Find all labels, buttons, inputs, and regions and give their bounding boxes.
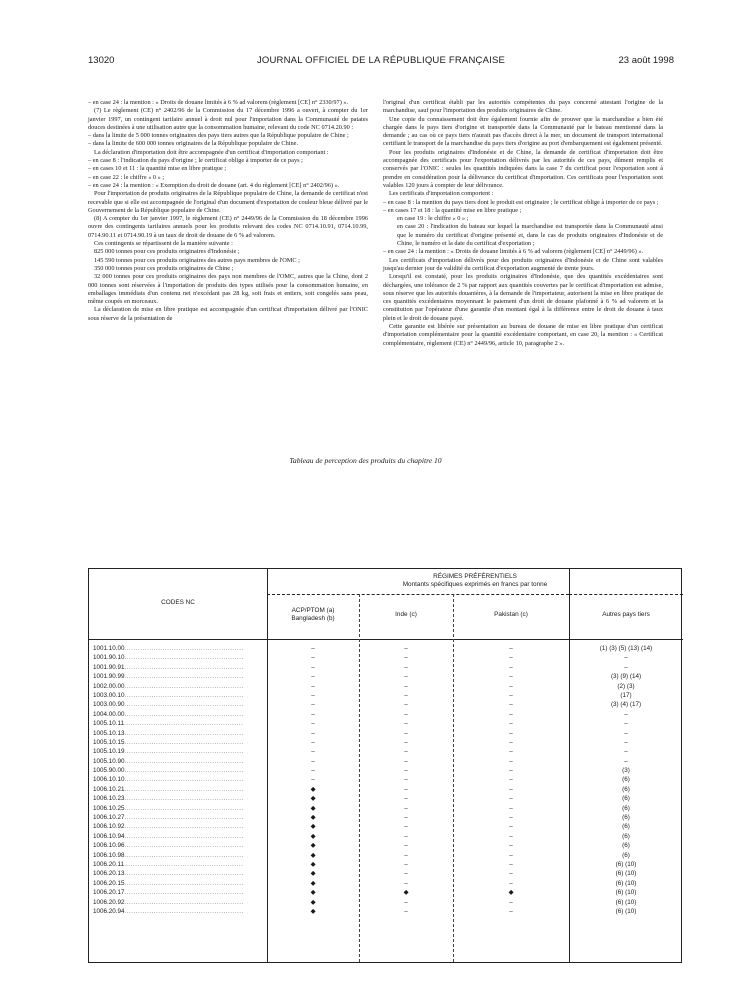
group-rule bbox=[569, 594, 683, 595]
autres-pays-heading: Autres pays tiers bbox=[602, 611, 650, 618]
table-row bbox=[89, 880, 683, 889]
pakistan-cell: – bbox=[509, 898, 513, 906]
inde-cell: – bbox=[404, 814, 408, 822]
autres-cell: (6) bbox=[622, 842, 630, 850]
inde-cell: – bbox=[404, 879, 408, 887]
table-row bbox=[89, 899, 683, 908]
acp-cell: – bbox=[311, 645, 315, 652]
paragraph: Lorsqu'il est constaté, pour les produits originaires d'Indonésie, que des quantités excédentaires sont déchargées, une tolérance de 2 % par rapport aux quantités couvertes par le certificat d'importation est admise, sous réserve que les autorités douanières, à la demande de l'importateur, autorisent la mise en libre pratique de ces quantités excédentaires moyennant le paiement d'un droit de douane plafonné à 6 % ad valorem et la constitution par l'opérateur d'une garantie d'un montant égal à la différence entre le droit de douane à taux plein et le droit de douane payé. bbox=[383, 273, 663, 322]
pakistan-cell: – bbox=[509, 767, 513, 775]
pakistan-cell: – bbox=[509, 757, 513, 765]
table-row bbox=[89, 701, 683, 710]
acp-cell: ◆ bbox=[310, 870, 316, 878]
acp-cell: – bbox=[311, 673, 315, 681]
autres-cell: (6) bbox=[622, 832, 630, 840]
nc-code: 1006.20.92 bbox=[93, 898, 125, 906]
acp-cell: ◆ bbox=[310, 842, 316, 850]
tariff-table bbox=[88, 568, 682, 963]
pakistan-cell: – bbox=[509, 663, 513, 671]
autres-cell: (6) (10) bbox=[615, 898, 637, 906]
acp-cell: – bbox=[311, 720, 315, 728]
bangladesh-heading: Bangladesh (b) bbox=[291, 615, 335, 622]
nc-code-cell bbox=[93, 870, 267, 877]
paragraph: – en case 24 : la mention : « Exemption du droit de douane (art. 4 du règlement [CE] n° 2402/96) ». bbox=[88, 181, 340, 189]
inde-heading: Inde (c) bbox=[395, 611, 417, 618]
nc-code-cell bbox=[93, 852, 267, 859]
nc-code: 1005.10.13 bbox=[93, 729, 125, 737]
paragraph: l'original d'un certificat établi par les autorités compétentes du pays concerné attestant l'origine de la marchandise, sauf pour l'importation des produits originaires de Chine. bbox=[383, 99, 663, 115]
acp-cell: ◆ bbox=[310, 907, 316, 915]
table-row bbox=[89, 711, 683, 720]
nc-code-cell bbox=[93, 899, 267, 906]
acp-cell: ◆ bbox=[310, 898, 316, 906]
nc-code: 1003.00.90 bbox=[93, 701, 125, 709]
nc-code: 1006.10.10 bbox=[93, 776, 125, 784]
paragraph: Les certificats d'importation comportent : bbox=[389, 190, 494, 198]
paragraph: (8) A compter du 1er janvier 1997, le règlement (CE) n° 2449/96 de la Commission du 18 décembre 1996 ouvre des contingents tarifaires annuels pour les produits relevant des codes NC 0714.10.91, 0714.10.99, 0714.90.11 et 0714.90.19 à un taux de droit de douane de 6 % ad valorem. bbox=[88, 215, 368, 239]
group-rule bbox=[267, 594, 569, 595]
nc-code-cell bbox=[93, 908, 267, 915]
nc-code: 1004.00.00 bbox=[93, 710, 125, 718]
acp-cell: – bbox=[311, 691, 315, 699]
paragraph: Les certificats d'importation délivrés pour des produits originaires d'Indonésie et de Chine sont valables jusqu'au dernier jour de validité du certificat d'exportation augmenté de trente jours. bbox=[383, 256, 663, 272]
table-row bbox=[89, 908, 683, 917]
leader-dots: ..................................................... bbox=[124, 870, 244, 878]
paragraph: Ces contingents se répartissent de la manière suivante : bbox=[94, 240, 233, 248]
pakistan-cell: – bbox=[509, 823, 513, 831]
paragraph: Pour les produits originaires d'Indonésie et de Chine, la demande de certificat d'importation doit être accompagnée des certificats pour l'exportation délivrés par les autorités de ces pays, dûment remplis et conservés par l'ONIC : seules les quantités indiquées dans la case 7 du certificat pour l'exportation sont à prendre en considération pour la délivrance du certificat d'importation. Ces certificats pour l'exportation sont valables 120 jours à compter de leur délivrance. bbox=[383, 148, 663, 189]
nc-code-cell bbox=[93, 786, 267, 793]
nc-code-cell bbox=[93, 645, 267, 652]
acp-cell: ◆ bbox=[310, 804, 316, 812]
table-row bbox=[89, 870, 683, 879]
autres-cell: (6) bbox=[622, 795, 630, 803]
nc-code-cell bbox=[93, 776, 267, 783]
inde-cell: – bbox=[404, 795, 408, 803]
acp-cell: ◆ bbox=[310, 814, 316, 822]
acp-cell: – bbox=[311, 701, 315, 709]
pakistan-cell: – bbox=[509, 710, 513, 718]
pakistan-cell: – bbox=[509, 870, 513, 878]
nc-code-cell bbox=[93, 889, 267, 896]
nc-code-cell bbox=[93, 842, 267, 849]
pakistan-cell: – bbox=[509, 682, 513, 690]
leader-dots: ..................................................... bbox=[124, 804, 244, 812]
leader-dots: ..................................................... bbox=[124, 814, 244, 822]
autres-cell: (6) (10) bbox=[615, 870, 637, 878]
inde-cell: – bbox=[404, 663, 408, 671]
nc-code: 1005.10.15 bbox=[93, 738, 125, 746]
left-text-column bbox=[88, 99, 368, 323]
paragraph: – en cases 17 et 18 : la quantité mise en libre pratique ; bbox=[383, 206, 522, 214]
acp-cell: ◆ bbox=[310, 860, 316, 868]
inde-cell: – bbox=[404, 701, 408, 709]
pakistan-cell: – bbox=[509, 720, 513, 728]
autres-cell: (3) (9) (14) bbox=[610, 673, 642, 681]
acp-cell: ◆ bbox=[310, 879, 316, 887]
page-number: 13020 bbox=[88, 55, 115, 66]
paragraph: – en case 24 : la mention : « Droits de douane limités à 6 % ad valorem (règlement [CE] n° 2330/97) ». bbox=[88, 99, 349, 106]
table-row bbox=[89, 805, 683, 814]
leader-dots: ..................................................... bbox=[124, 682, 244, 690]
paragraph: 32 000 tonnes pour ces produits originaires des pays non membres de l'OMC, autres que la Chine, dont 2 000 tonnes sont réservées à l'importation de produits des types utilisés pour la consommation humaine, en emballages immédiats d'un contenu net n'excédant pas 28 kg, soit frais et entiers, soit congelés sans peau, même coupés en morceaux. bbox=[88, 273, 368, 306]
autres-cell: – bbox=[624, 757, 628, 765]
paragraph: 145 590 tonnes pour ces produits originaires des autres pays membres de l'OMC ; bbox=[94, 256, 300, 264]
table-row bbox=[89, 889, 683, 898]
nc-code: 1006.10.27 bbox=[93, 814, 125, 822]
table-row bbox=[89, 758, 683, 767]
header-rule bbox=[89, 639, 683, 640]
leader-dots: ..................................................... bbox=[124, 748, 244, 756]
pakistan-cell: – bbox=[509, 842, 513, 850]
table-row bbox=[89, 833, 683, 842]
leader-dots: ..................................................... bbox=[124, 832, 244, 840]
inde-cell: – bbox=[404, 673, 408, 681]
nc-code: 1006.10.96 bbox=[93, 842, 125, 850]
nc-code: 1001.10.00 bbox=[93, 645, 125, 652]
paragraph: – dans la limite de 600 000 tonnes originaires de la République populaire de Chine. bbox=[88, 140, 299, 148]
acp-cell: ◆ bbox=[310, 795, 316, 803]
nc-code-cell bbox=[93, 748, 267, 755]
acp-cell: – bbox=[311, 748, 315, 756]
autres-cell: – bbox=[624, 748, 628, 756]
nc-code-cell bbox=[93, 673, 267, 680]
pakistan-cell: – bbox=[509, 691, 513, 699]
leader-dots: ..................................................... bbox=[124, 645, 244, 652]
acp-cell: – bbox=[311, 767, 315, 775]
leader-dots: ..................................................... bbox=[124, 710, 244, 718]
autres-cell: (6) (10) bbox=[615, 860, 637, 868]
paragraph: – en case 24 : la mention : « Droits de douane limités à 6 % ad valorem (règlement [CE] n° 2449/96) ». bbox=[383, 248, 644, 256]
autres-cell: – bbox=[624, 729, 628, 737]
nc-code: 1003.00.10 bbox=[93, 691, 125, 699]
acp-cell: – bbox=[311, 776, 315, 784]
paragraph: 825 000 tonnes pour ces produits originaires d'Indonésie ; bbox=[94, 248, 240, 256]
table-row bbox=[89, 786, 683, 795]
nc-code-cell bbox=[93, 664, 267, 671]
inde-cell: – bbox=[404, 748, 408, 756]
inde-cell: – bbox=[404, 832, 408, 840]
pakistan-cell: – bbox=[509, 673, 513, 681]
paragraph: en case 19 : le chiffre « 0 » ; bbox=[397, 215, 469, 223]
acp-cell: ◆ bbox=[310, 832, 316, 840]
autres-cell: (6) bbox=[622, 814, 630, 822]
inde-cell: – bbox=[404, 842, 408, 850]
autres-cell: (6) (10) bbox=[615, 907, 637, 915]
leader-dots: ..................................................... bbox=[124, 757, 244, 765]
pakistan-cell: – bbox=[509, 832, 513, 840]
autres-cell: – bbox=[624, 738, 628, 746]
nc-code: 1006.20.11 bbox=[93, 860, 125, 868]
paragraph: (7) Le règlement (CE) n° 2402/96 de la Commission du 17 décembre 1996 a ouvert, à compter du 1er janvier 1997, un contingent tarifaire annuel à droit nul pour l'importation dans la Communauté de patates douces destinées à une utilisation autre que la consommation humaine, relevant du code NC 0714.20.90 : bbox=[88, 107, 368, 131]
paragraph: – en case 22 : le chiffre « 0 » ; bbox=[88, 173, 165, 181]
nc-code-cell bbox=[93, 654, 267, 661]
pakistan-cell: ◆ bbox=[508, 889, 514, 897]
pakistan-cell: – bbox=[509, 879, 513, 887]
acp-cell: ◆ bbox=[310, 851, 316, 859]
inde-cell: – bbox=[404, 776, 408, 784]
table-row bbox=[89, 664, 683, 673]
table-row bbox=[89, 842, 683, 851]
table-row bbox=[89, 673, 683, 682]
table-caption: Tableau de perception des produits du chapitre 10 bbox=[289, 456, 442, 465]
acp-cell: ◆ bbox=[310, 889, 316, 897]
leader-dots: ..................................................... bbox=[124, 898, 244, 906]
autres-cell: (6) (10) bbox=[615, 879, 637, 887]
paragraph: en case 20 : l'indication du bateau sur lequel la marchandise est transportée dans la Communauté ainsi que le numéro du certificat d'origine présenté et, dans le cas de produits originaires d'Indonésie et de Chine, le numéro et la date du certificat d'exportation ; bbox=[397, 223, 663, 248]
pakistan-cell: – bbox=[509, 814, 513, 822]
leader-dots: ..................................................... bbox=[124, 785, 244, 793]
nc-code-cell bbox=[93, 739, 267, 746]
pakistan-cell: – bbox=[509, 785, 513, 793]
pakistan-cell: – bbox=[509, 645, 513, 652]
leader-dots: ..................................................... bbox=[124, 860, 244, 868]
nc-code-cell bbox=[93, 805, 267, 812]
acp-cell: – bbox=[311, 663, 315, 671]
leader-dots: ..................................................... bbox=[124, 851, 244, 859]
acp-cell: – bbox=[311, 710, 315, 718]
leader-dots: ..................................................... bbox=[124, 673, 244, 681]
leader-dots: ..................................................... bbox=[124, 842, 244, 850]
inde-cell: – bbox=[404, 898, 408, 906]
pakistan-cell: – bbox=[509, 748, 513, 756]
inde-cell: ◆ bbox=[403, 889, 409, 897]
pakistan-cell: – bbox=[509, 654, 513, 662]
nc-code-cell bbox=[93, 823, 267, 830]
pakistan-cell: – bbox=[509, 701, 513, 709]
autres-cell: (6) bbox=[622, 804, 630, 812]
leader-dots: ..................................................... bbox=[124, 767, 244, 775]
regimes-heading: RÉGIMES PRÉFÉRENTIELS bbox=[433, 573, 517, 580]
leader-dots: ..................................................... bbox=[124, 729, 244, 737]
autres-cell: – bbox=[624, 663, 628, 671]
table-row bbox=[89, 814, 683, 823]
paragraph: Cette garantie est libérée sur présentation au bureau de douane de mise en libre pratique d'un certificat d'importation complémentaire pour la quantité excédentaire comportant, en case 20, la mention : « Certificat complémentaire, règlement (CE) n° 2449/96, article 10, paragraphe 2 ». bbox=[383, 323, 663, 347]
leader-dots: ..................................................... bbox=[124, 654, 244, 662]
pakistan-heading: Pakistan (c) bbox=[494, 611, 528, 618]
autres-cell: (6) bbox=[622, 851, 630, 859]
table-row bbox=[89, 776, 683, 785]
autres-cell: (6) bbox=[622, 785, 630, 793]
inde-cell: – bbox=[404, 870, 408, 878]
leader-dots: ..................................................... bbox=[124, 738, 244, 746]
autres-cell: (1) (3) (5) (13) (14) bbox=[599, 645, 653, 652]
table-row bbox=[89, 795, 683, 804]
table-row bbox=[89, 683, 683, 692]
inde-cell: – bbox=[404, 851, 408, 859]
autres-cell: (6) (10) bbox=[615, 889, 637, 897]
inde-cell: – bbox=[404, 654, 408, 662]
nc-code: 1002.00.00 bbox=[93, 682, 125, 690]
table-body bbox=[89, 645, 683, 917]
table-row bbox=[89, 645, 683, 654]
nc-code-cell bbox=[93, 720, 267, 727]
leader-dots: ..................................................... bbox=[124, 776, 244, 784]
nc-code: 1001.90.10 bbox=[93, 654, 125, 662]
inde-cell: – bbox=[404, 767, 408, 775]
nc-code: 1005.10.90 bbox=[93, 757, 125, 765]
autres-cell: (6) bbox=[622, 776, 630, 784]
pakistan-cell: – bbox=[509, 738, 513, 746]
nc-code-cell bbox=[93, 758, 267, 765]
leader-dots: ..................................................... bbox=[124, 701, 244, 709]
inde-cell: – bbox=[404, 729, 408, 737]
leader-dots: ..................................................... bbox=[124, 691, 244, 699]
table-row bbox=[89, 692, 683, 701]
publication-date: 23 août 1998 bbox=[618, 55, 674, 66]
inde-cell: – bbox=[404, 823, 408, 831]
nc-code-cell bbox=[93, 692, 267, 699]
inde-cell: – bbox=[404, 785, 408, 793]
nc-code-cell bbox=[93, 701, 267, 708]
leader-dots: ..................................................... bbox=[124, 907, 244, 915]
paragraph: 350 000 tonnes pour ces produits originaires de Chine ; bbox=[94, 264, 234, 272]
leader-dots: ..................................................... bbox=[124, 663, 244, 671]
paragraph: – dans la limite de 5 000 tonnes originaires des pays tiers autres que la République populaire de Chine ; bbox=[88, 132, 349, 140]
autres-cell: – bbox=[624, 710, 628, 718]
nc-code: 1001.90.99 bbox=[93, 673, 125, 681]
paragraph: – en cases 10 et 11 : la quantité mise en libre pratique ; bbox=[88, 165, 227, 173]
nc-code: 1006.10.23 bbox=[93, 795, 125, 803]
nc-code-cell bbox=[93, 683, 267, 690]
table-row bbox=[89, 739, 683, 748]
nc-code: 1005.90.00 bbox=[93, 767, 125, 775]
paragraph: Une copie du connaissement doit être également fournie afin de prouver que la marchandise a bien été chargée dans le pays tiers d'origine et transportée dans la Communauté par le bateau mentionné dans la demande ; au cas où ce pays tiers n'aurait pas d'accès direct à la mer, un document de transport international certifiant le transport de la marchandise du pays tiers d'origine au port d'embarquement est également présenté. bbox=[383, 115, 663, 148]
table-row bbox=[89, 767, 683, 776]
leader-dots: ..................................................... bbox=[124, 720, 244, 728]
nc-code: 1006.10.98 bbox=[93, 851, 125, 859]
table-row bbox=[89, 861, 683, 870]
nc-code: 1006.20.17 bbox=[93, 889, 125, 897]
nc-code: 1005.10.19 bbox=[93, 748, 125, 756]
acp-cell: ◆ bbox=[310, 823, 316, 831]
acp-cell: – bbox=[311, 654, 315, 662]
leader-dots: ..................................................... bbox=[124, 823, 244, 831]
paragraph: – en case 8 : l'indication du pays d'origine ; le certificat oblige à importer de ce pays ; bbox=[88, 157, 303, 165]
nc-code: 1001.90.91 bbox=[93, 663, 125, 671]
pakistan-cell: – bbox=[509, 907, 513, 915]
inde-cell: – bbox=[404, 804, 408, 812]
nc-code: 1006.10.94 bbox=[93, 832, 125, 840]
inde-cell: – bbox=[404, 691, 408, 699]
inde-cell: – bbox=[404, 738, 408, 746]
inde-cell: – bbox=[404, 645, 408, 652]
autres-cell: (6) bbox=[622, 823, 630, 831]
paragraph: Pour l'importation de produits originaires de la République populaire de Chine, la demande de certificat n'est recevable que si elle est accompagnée de l'original d'un document d'exportation de couleur bleue délivré par le Gouvernement de la République populaire de Chine. bbox=[88, 190, 369, 214]
autres-cell: (3) bbox=[622, 767, 630, 775]
inde-cell: – bbox=[404, 860, 408, 868]
pakistan-cell: – bbox=[509, 795, 513, 803]
inde-cell: – bbox=[404, 907, 408, 915]
acp-cell: – bbox=[311, 757, 315, 765]
acp-cell: – bbox=[311, 682, 315, 690]
paragraph: – en case 8 : la mention du pays tiers dont le produit est originaire ; le certificat oblige à importer de ce pays ; bbox=[383, 198, 659, 206]
acp-cell: ◆ bbox=[310, 785, 316, 793]
nc-code-cell bbox=[93, 730, 267, 737]
nc-code: 1005.10.11 bbox=[93, 720, 125, 728]
nc-code: 1006.20.15 bbox=[93, 879, 125, 887]
autres-cell: – bbox=[624, 720, 628, 728]
nc-code-cell bbox=[93, 833, 267, 840]
acp-heading: ACP/PTOM (a) bbox=[291, 607, 335, 614]
paragraph: La déclaration de mise en libre pratique est accompagnée d'un certificat d'importation délivré par l'ONIC sous réserve de la présentation de bbox=[88, 306, 368, 322]
journal-title: JOURNAL OFFICIEL DE LA RÉPUBLIQUE FRANÇAISE bbox=[256, 55, 506, 66]
nc-code-cell bbox=[93, 795, 267, 802]
table-row bbox=[89, 730, 683, 739]
nc-code-cell bbox=[93, 767, 267, 774]
nc-code: 1006.20.94 bbox=[93, 907, 125, 915]
acp-cell: – bbox=[311, 729, 315, 737]
pakistan-cell: – bbox=[509, 776, 513, 784]
acp-cell: – bbox=[311, 738, 315, 746]
leader-dots: ..................................................... bbox=[124, 889, 244, 897]
nc-code: 1006.20.13 bbox=[93, 870, 125, 878]
inde-cell: – bbox=[404, 757, 408, 765]
paragraph: La déclaration d'importation doit être accompagnée d'un certificat d'importation comportant : bbox=[94, 148, 329, 156]
regimes-subheading: Montants spécifiques exprimés en francs par tonne bbox=[402, 581, 548, 588]
nc-code: 1006.10.21 bbox=[93, 785, 125, 793]
nc-code-cell bbox=[93, 861, 267, 868]
nc-code: 1006.10.92 bbox=[93, 823, 125, 831]
pakistan-cell: – bbox=[509, 729, 513, 737]
autres-cell: (2) (3) bbox=[617, 682, 635, 690]
inde-cell: – bbox=[404, 720, 408, 728]
autres-cell: (3) (4) (17) bbox=[610, 701, 642, 709]
codes-nc-heading: CODES NC bbox=[161, 599, 195, 606]
nc-code-cell bbox=[93, 814, 267, 821]
pakistan-cell: – bbox=[509, 804, 513, 812]
table-row bbox=[89, 720, 683, 729]
nc-code-cell bbox=[93, 711, 267, 718]
leader-dots: ..................................................... bbox=[124, 879, 244, 887]
table-row bbox=[89, 823, 683, 832]
right-text-column bbox=[383, 99, 663, 348]
nc-code-cell bbox=[93, 880, 267, 887]
pakistan-cell: – bbox=[509, 860, 513, 868]
autres-cell: – bbox=[624, 654, 628, 662]
table-row bbox=[89, 748, 683, 757]
table-row bbox=[89, 852, 683, 861]
nc-code: 1006.10.25 bbox=[93, 804, 125, 812]
autres-cell: (17) bbox=[620, 691, 632, 699]
pakistan-cell: – bbox=[509, 851, 513, 859]
table-row bbox=[89, 654, 683, 663]
inde-cell: – bbox=[404, 710, 408, 718]
page-header bbox=[88, 55, 674, 69]
leader-dots: ..................................................... bbox=[124, 795, 244, 803]
inde-cell: – bbox=[404, 682, 408, 690]
